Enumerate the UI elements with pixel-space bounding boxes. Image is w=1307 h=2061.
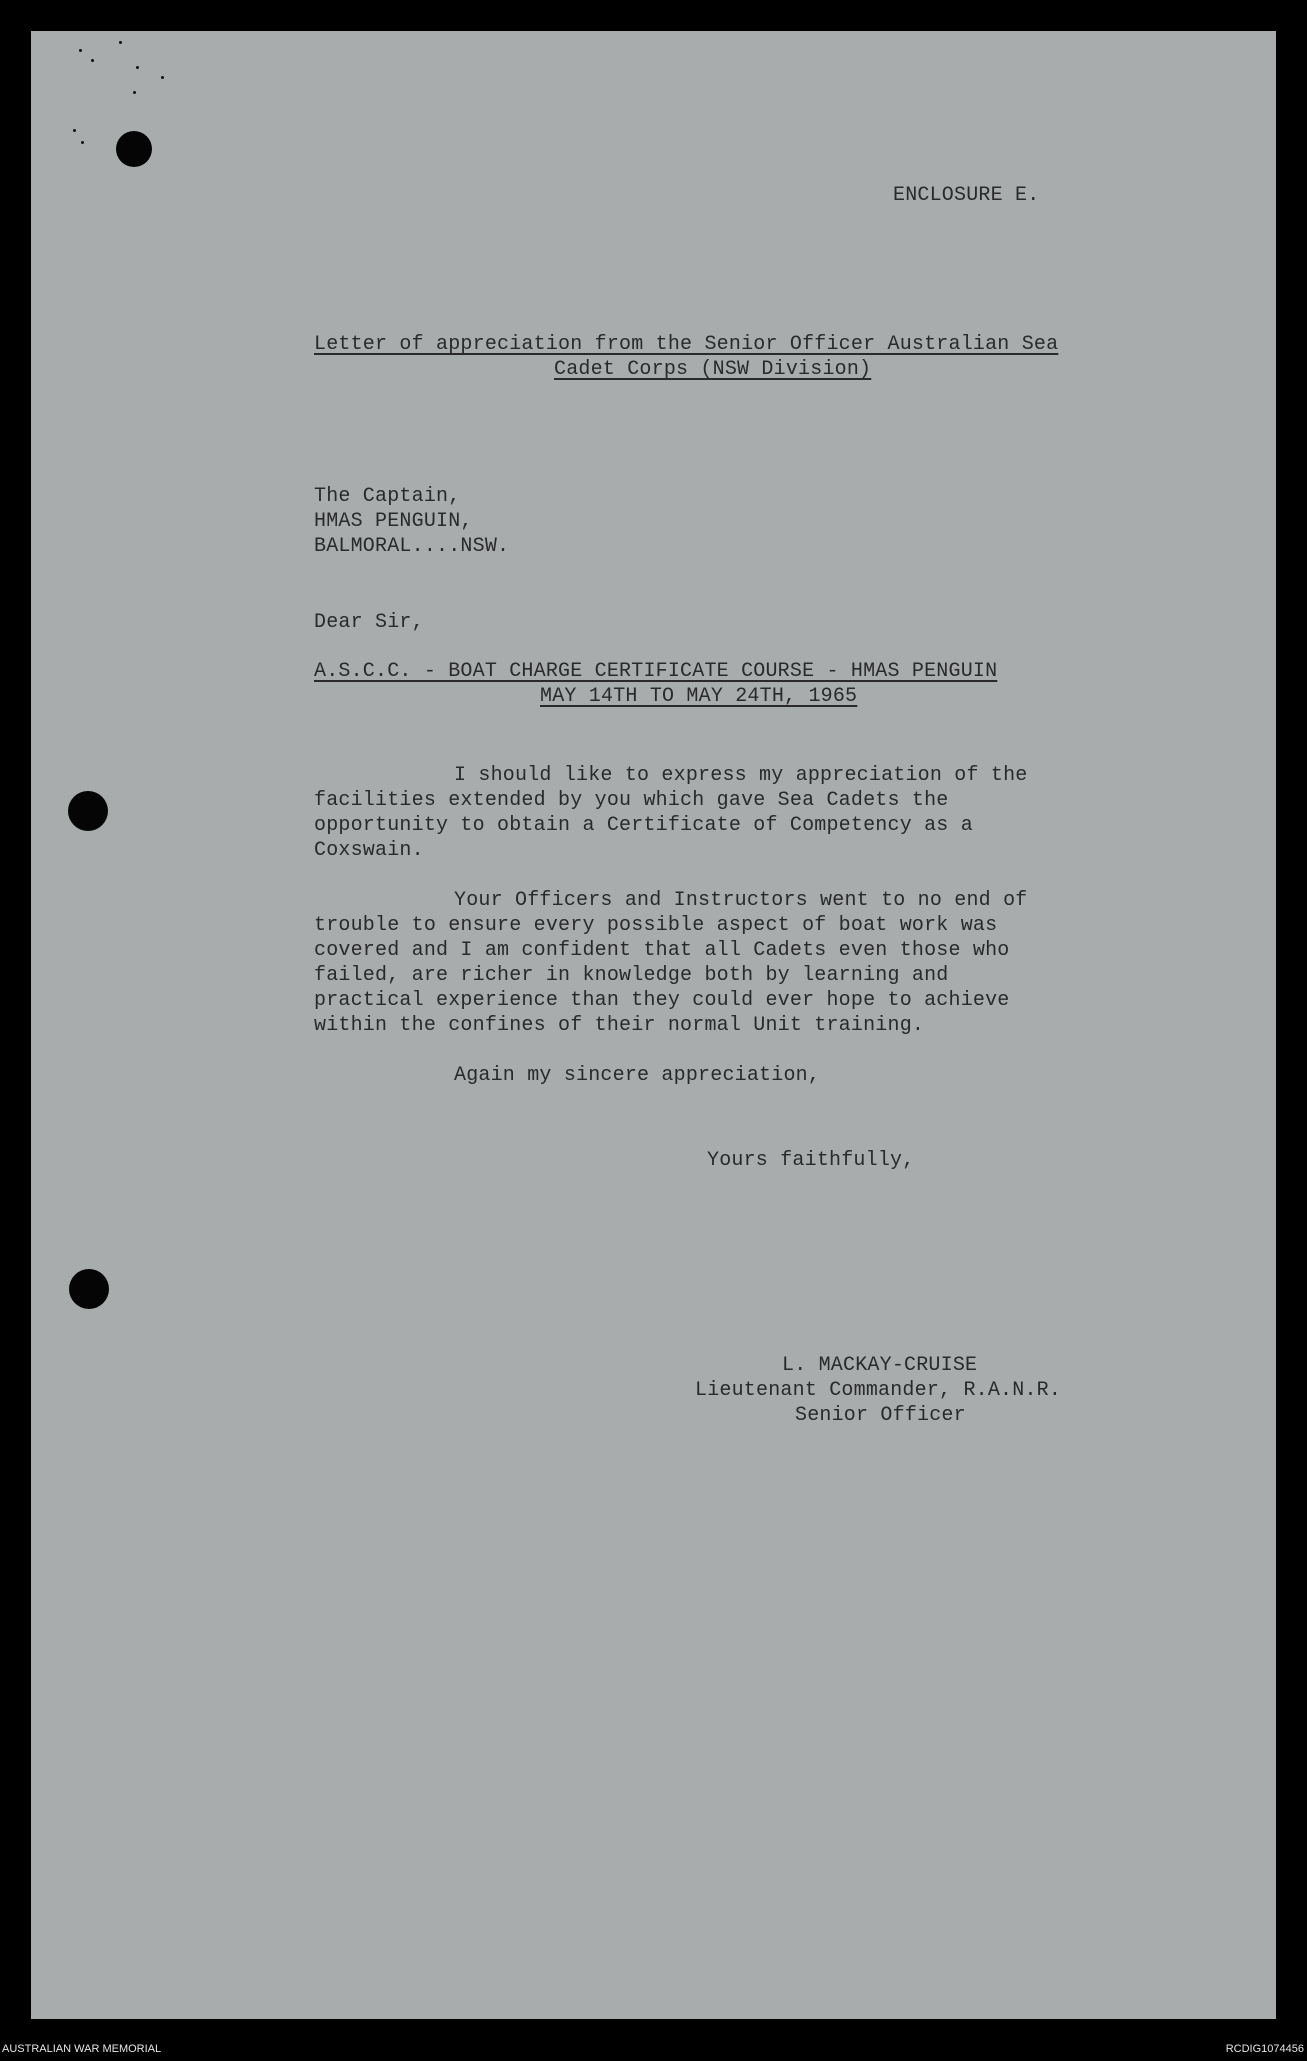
subject-line1: A.S.C.C. - BOAT CHARGE CERTIFICATE COURSE - HMAS PENGUIN [314, 660, 998, 683]
address-line: HMAS PENGUIN, [314, 510, 473, 533]
speck [133, 91, 136, 94]
subject-line2: MAY 14TH TO MAY 24TH, 1965 [540, 685, 858, 708]
paragraph1-line: Coxswain. [314, 839, 424, 862]
signatory-title: Senior Officer [795, 1404, 966, 1427]
speck [161, 76, 164, 79]
signatory-rank: Lieutenant Commander, R.A.N.R. [695, 1379, 1062, 1402]
speck [91, 59, 94, 62]
punch-hole-middle [68, 791, 108, 831]
paragraph2-line: practical experience than they could ever hope to achieve [314, 989, 1010, 1012]
paragraph2-line: failed, are richer in knowledge both by learning and [314, 964, 949, 987]
paragraph2-line: Your Officers and Instructors went to no end of [454, 889, 1028, 912]
letter-page [31, 31, 1276, 2019]
speck [73, 129, 76, 132]
paragraph1-line: facilities extended by you which gave Sea Cadets the [314, 789, 949, 812]
speck [119, 41, 122, 44]
punch-hole-top [116, 131, 152, 167]
speck [79, 49, 82, 52]
punch-hole-bottom [69, 1269, 109, 1309]
address-line: The Captain, [314, 485, 461, 508]
address-line: BALMORAL....NSW. [314, 535, 510, 558]
paragraph2-line: trouble to ensure every possible aspect of boat work was [314, 914, 998, 937]
closing-line: Again my sincere appreciation, [454, 1064, 821, 1087]
paragraph2-line: within the confines of their normal Unit training. [314, 1014, 925, 1037]
paragraph2-line: covered and I am confident that all Cadets even those who [314, 939, 1010, 962]
speck [81, 141, 84, 144]
paragraph1-line: opportunity to obtain a Certificate of Competency as a [314, 814, 973, 837]
salutation: Dear Sir, [314, 611, 424, 634]
signatory-name: L. MACKAY-CRUISE [782, 1354, 978, 1377]
enclosure-label: ENCLOSURE E. [893, 184, 1040, 207]
paragraph1-line: I should like to express my appreciation of the [454, 764, 1028, 787]
footer-source: AUSTRALIAN WAR MEMORIAL [2, 2043, 162, 2055]
footer-id: RCDIG1074456 [1225, 2043, 1304, 2055]
speck [136, 66, 139, 69]
valediction: Yours faithfully, [707, 1149, 915, 1172]
letter-title-line2: Cadet Corps (NSW Division) [554, 358, 872, 381]
letter-title-line1: Letter of appreciation from the Senior Officer Australian Sea [314, 333, 1059, 356]
